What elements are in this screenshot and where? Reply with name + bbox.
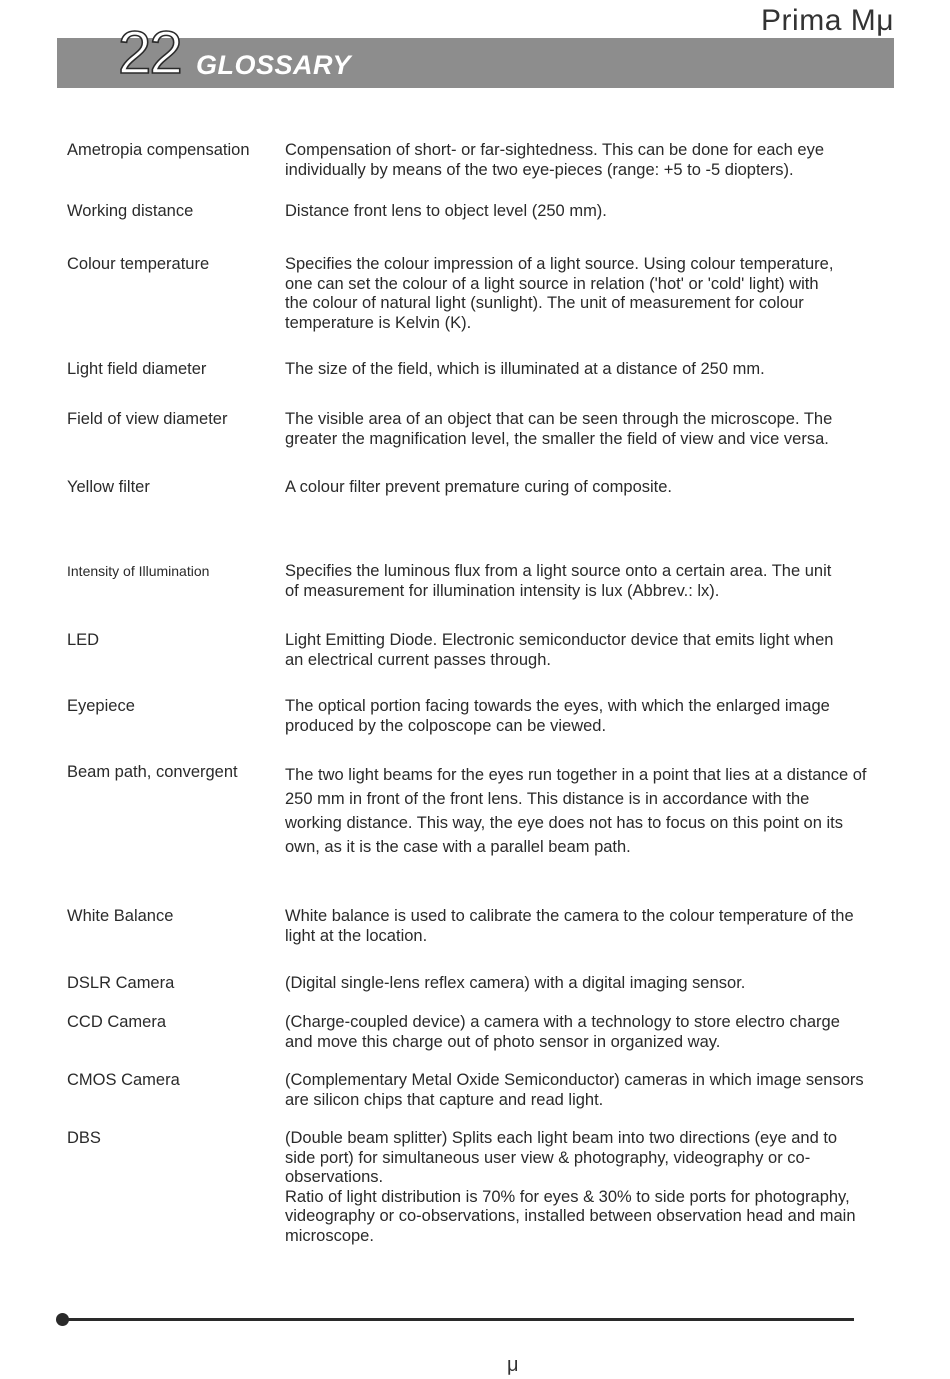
- glossary-definition: The two light beams for the eyes run together in a point that lies at a distance of 250 mm in front of the front lens. This distance is in accordance with the working distance. This way, the eye does not has to focus on this point on its own, as it is the case with a parallel beam path.: [285, 766, 867, 856]
- glossary-term: Colour temperature: [67, 255, 210, 273]
- chapter-header-bar: [57, 38, 894, 88]
- glossary-term: Eyepiece: [67, 697, 135, 715]
- glossary-definition: Specifies the colour impression of a light source. Using colour temperature, one can set the colour of a light source in relation ('hot' or 'cold' light) with the colour of natural light (sunlight). The unit of measurement for colour temperature is Kelvin (K).: [285, 255, 834, 332]
- glossary-definition: (Double beam splitter) Splits each light beam into two directions (eye and to side port) for simultaneous user view & photography, videography or co- observations. Ratio of light distribution is 70% for eyes & 30% to side ports for photography, videography or co-observations, installed between observation head and main microscope.: [285, 1129, 856, 1245]
- brand-logo-text: Prima Mμ: [761, 4, 894, 37]
- glossary-term: LED: [67, 631, 100, 649]
- glossary-term: Field of view diameter: [67, 410, 228, 428]
- glossary-definition: Light Emitting Diode. Electronic semiconductor device that emits light when an electrical current passes through.: [285, 631, 834, 669]
- chapter-number: 22: [118, 19, 181, 86]
- glossary-definition: A colour filter prevent premature curing of composite.: [285, 478, 673, 496]
- glossary-term: White Balance: [67, 907, 174, 925]
- glossary-term: DSLR Camera: [67, 974, 175, 992]
- glossary-term: CCD Camera: [67, 1013, 167, 1031]
- glossary-term: CMOS Camera: [67, 1071, 180, 1089]
- glossary-definition: (Digital single-lens reflex camera) with a digital imaging sensor.: [285, 974, 746, 992]
- glossary-definition: The visible area of an object that can be seen through the microscope. The greater the magnification level, the smaller the field of view and vice versa.: [285, 410, 833, 448]
- footer-bullet-dot: [56, 1313, 69, 1326]
- footer-page-mark: μ: [507, 1354, 519, 1376]
- glossary-term: Ametropia compensation: [67, 141, 250, 159]
- glossary-definition: Distance front lens to object level (250 mm).: [285, 202, 607, 220]
- glossary-definition: The optical portion facing towards the eyes, with which the enlarged image produced by the colposcope can be viewed.: [285, 697, 830, 735]
- glossary-definition: (Charge-coupled device) a camera with a technology to store electro charge and move this charge out of photo sensor in organized way.: [285, 1013, 840, 1051]
- glossary-definition: The size of the field, which is illuminated at a distance of 250 mm.: [285, 360, 765, 378]
- glossary-term: Yellow filter: [67, 478, 150, 496]
- glossary-definition: (Complementary Metal Oxide Semiconductor) cameras in which image sensors are silicon chips that capture and read light.: [285, 1071, 864, 1109]
- glossary-definition: White balance is used to calibrate the camera to the colour temperature of the light at the location.: [285, 907, 854, 945]
- glossary-term: Intensity of Illumination: [67, 563, 210, 579]
- chapter-title: GLOSSARY: [196, 50, 352, 80]
- glossary-definition: Compensation of short- or far-sightedness. This can be done for each eye individually by means of the two eye-pieces (range: +5 to -5 diopters).: [285, 141, 824, 179]
- glossary-term: Working distance: [67, 202, 194, 220]
- glossary-term: DBS: [67, 1129, 101, 1147]
- glossary-definition: Specifies the luminous flux from a light source onto a certain area. The unit of measurement for illumination intensity is lux (Abbrev.: lx).: [285, 562, 832, 600]
- footer-rule: [62, 1318, 854, 1321]
- glossary-term: Light field diameter: [67, 360, 207, 378]
- glossary-term: Beam path, convergent: [67, 763, 238, 781]
